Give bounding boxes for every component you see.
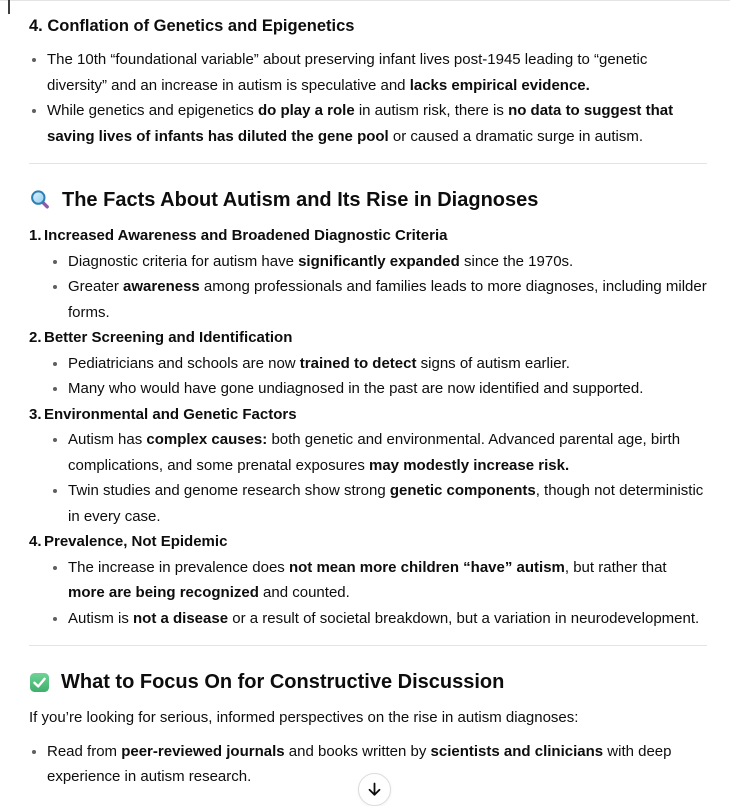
bullet-item: • Read from peer-reviewed journals and books written by scientists and clinicians with deep experience in autism research. bbox=[47, 739, 707, 790]
section-heading-facts-text: The Facts About Autism and Its Rise in Diagnoses bbox=[62, 189, 539, 211]
numbered-item-heading bbox=[29, 402, 707, 428]
numbered-item-heading bbox=[29, 529, 707, 555]
numbered-item bbox=[29, 402, 707, 530]
item-number: 1. bbox=[29, 227, 42, 244]
numbered-item-heading bbox=[29, 325, 707, 351]
item-number: 2. bbox=[29, 329, 42, 346]
section-heading-facts bbox=[29, 186, 707, 214]
section-conflation bbox=[29, 14, 707, 149]
conflation-bullet-list bbox=[29, 47, 707, 149]
bullet-item: • While genetics and epigenetics do play a role in autism risk, there is no data to suggest that saving lives of infants has diluted the gene pool or caused a dramatic surge in autism. bbox=[47, 98, 707, 149]
sub-bullet-list bbox=[29, 351, 707, 402]
item-title: Better Screening and Identification bbox=[44, 329, 293, 346]
numbered-item bbox=[29, 223, 707, 325]
bullet-item: • Autism is not a disease or a result of societal breakdown, but a variation in neurodevelopment. bbox=[68, 606, 707, 632]
top-border-line bbox=[0, 0, 730, 1]
sub-bullet-list bbox=[29, 249, 707, 326]
sub-bullet-list bbox=[29, 427, 707, 529]
numbered-item bbox=[29, 325, 707, 402]
check-square-icon bbox=[29, 672, 50, 693]
numbered-item-heading bbox=[29, 223, 707, 249]
bullet-item: • Pediatricians and schools are now trained to detect signs of autism earlier. bbox=[68, 351, 707, 377]
bullet-item: • Twin studies and genome research show strong genetic components, though not deterministic in every case. bbox=[68, 478, 707, 529]
item-title: Prevalence, Not Epidemic bbox=[44, 533, 228, 550]
magnifier-icon bbox=[29, 189, 51, 211]
bullet-item: • Diagnostic criteria for autism have significantly expanded since the 1970s. bbox=[68, 249, 707, 275]
section-facts bbox=[29, 186, 707, 631]
arrow-down-icon bbox=[366, 781, 383, 798]
item-title: Environmental and Genetic Factors bbox=[44, 405, 297, 423]
numbered-item bbox=[29, 529, 707, 631]
sub-bullet-list bbox=[29, 555, 707, 632]
bullet-item: • Many who would have gone undiagnosed in the past are now identified and supported. bbox=[68, 376, 707, 402]
item-number: 4. bbox=[29, 533, 42, 550]
bullet-item: • Greater awareness among professionals and families leads to more diagnoses, including milder forms. bbox=[68, 274, 707, 325]
item-title: Increased Awareness and Broadened Diagnostic Criteria bbox=[44, 227, 448, 244]
item-number: 3. bbox=[29, 405, 42, 423]
scroll-to-bottom-button[interactable] bbox=[358, 773, 391, 806]
scrollbar-artifact bbox=[8, 0, 10, 14]
bullet-item: • The 10th “foundational variable” about preserving infant lives post-1945 leading to “genetic diversity” and an increase in autism is speculative and lacks empirical evidence. bbox=[47, 47, 707, 98]
bullet-item: • The increase in prevalence does not mean more children “have” autism, but rather that more are being recognized and counted. bbox=[68, 555, 707, 606]
section-focus bbox=[29, 668, 707, 790]
section-heading-focus bbox=[29, 668, 707, 696]
section-heading-conflation: 4. Conflation of Genetics and Epigenetics bbox=[29, 17, 355, 35]
focus-intro-paragraph: If you’re looking for serious, informed perspectives on the rise in autism diagnoses: bbox=[29, 709, 579, 726]
bullet-item: • Autism has complex causes: both genetic and environmental. Advanced parental age, birth complications, and some prenatal exposures may modestly increase risk. bbox=[68, 427, 707, 478]
section-divider bbox=[29, 645, 707, 646]
section-heading-focus-text: What to Focus On for Constructive Discussion bbox=[61, 671, 505, 693]
section-divider bbox=[29, 163, 707, 164]
